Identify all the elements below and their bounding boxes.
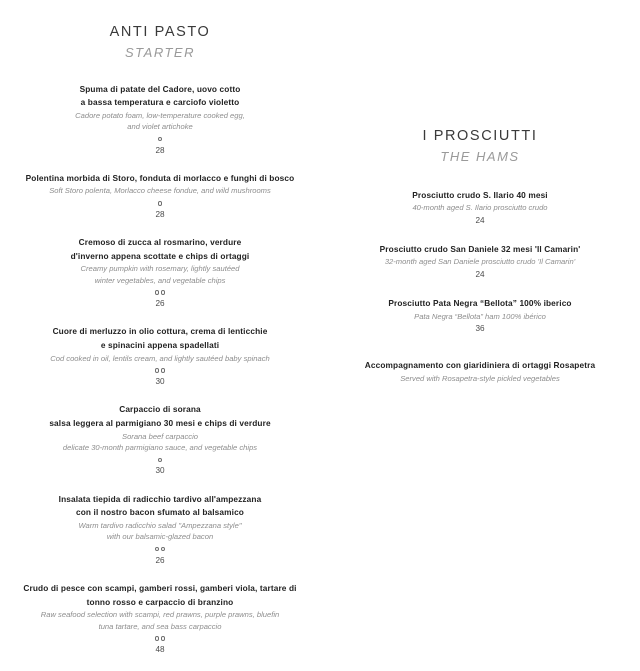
dish-price: 30 — [155, 377, 165, 387]
menu-item — [14, 493, 306, 567]
section-subtitle: STARTER — [125, 45, 195, 61]
dish-name-line: d'inverno appena scottate e chips di ortaggi — [70, 250, 250, 261]
allergen-icon-group — [14, 199, 306, 208]
allergen-icon-group — [14, 634, 306, 643]
menu-column-prosciutti — [320, 22, 640, 400]
menu-item — [14, 236, 306, 310]
dish-price: 30 — [155, 466, 165, 476]
allergen-icon-group — [14, 545, 306, 554]
dish-description-line: Sorana beef carpaccio — [122, 431, 198, 441]
dish-description-line: Creamy pumpkin with rosemary, lightly sautéed — [80, 264, 240, 274]
section-header-prosciutti — [334, 126, 626, 167]
dish-name-line: Prosciutto Pata Negra “Bellota” 100% iberico — [388, 298, 572, 309]
dish-name-line: Polentina morbida di Storo, fonduta di morlacco e funghi di bosco — [25, 172, 295, 183]
dish-price: 28 — [155, 209, 165, 219]
menu-item — [14, 172, 306, 221]
dish-name-line: salsa leggera al parmigiano 30 mesi e chips di verdure — [49, 417, 271, 428]
allergen-icon — [155, 636, 160, 641]
dish-description-line: tuna tartare, and sea bass carpaccio — [98, 621, 222, 631]
dish-name-line: con il nostro bacon sfumato al balsamico — [75, 507, 244, 518]
menu-item — [334, 297, 626, 335]
dish-description-line: Cod cooked in oil, lentils cream, and lightly sautéed baby spinach — [50, 353, 270, 363]
dish-list-prosciutti — [334, 189, 626, 385]
allergen-icon — [161, 290, 166, 295]
allergen-icon — [155, 547, 160, 552]
allergen-icon — [158, 137, 163, 142]
dish-name-line: Insalata tiepida di radicchio tardivo all'ampezzana — [58, 493, 262, 504]
menu-item — [14, 325, 306, 388]
dish-name-line: Spuma di patate del Cadore, uovo cotto — [79, 83, 241, 94]
dish-price: 28 — [155, 145, 165, 155]
section-title: ANTI PASTO — [109, 24, 211, 40]
allergen-icon-group — [14, 135, 306, 144]
dish-name-line: Prosciutto crudo San Daniele 32 mesi 'Il Camarin' — [379, 243, 581, 254]
menu-item — [334, 189, 626, 227]
dish-price: 48 — [155, 644, 165, 654]
allergen-icon — [155, 368, 160, 373]
dish-description-line: Served with Rosapetra-style pickled vegetables — [400, 374, 560, 384]
dish-description-line: winter vegetables, and vegetable chips — [94, 275, 226, 285]
dish-name-line: tonno rosso e carpaccio di branzino — [86, 596, 234, 607]
allergen-icon-group — [14, 455, 306, 464]
section-title: I PROSCIUTTI — [422, 128, 538, 144]
allergen-icon — [161, 368, 166, 373]
allergen-icon-group — [14, 288, 306, 297]
dish-name-line: Prosciutto crudo S. Ilario 40 mesi — [412, 189, 548, 200]
dish-name-line: Cremoso di zucca al rosmarino, verdure — [78, 237, 242, 248]
dish-description-line: and violet artichoke — [127, 122, 193, 132]
section-subtitle: THE HAMS — [440, 149, 520, 165]
dish-price: 24 — [475, 215, 485, 225]
dish-description-line: Cadore potato foam, low-temperature cooked egg, — [75, 110, 245, 120]
column-top-spacer — [334, 22, 626, 126]
dish-name-line: Crudo di pesce con scampi, gamberi rossi, gamberi viola, tartare di — [23, 582, 297, 593]
allergen-icon — [158, 458, 163, 463]
allergen-icon — [155, 290, 160, 295]
dish-name-line: Cuore di merluzzo in olio cottura, crema di lenticchie — [52, 326, 268, 337]
dish-price: 26 — [155, 555, 165, 565]
dish-price: 24 — [475, 269, 485, 279]
menu-item-accompaniment — [334, 359, 626, 384]
dish-description-line: Raw seafood selection with scampi, red prawns, purple prawns, bluefin — [40, 610, 280, 620]
dish-name-line: e spinacini appena spadellati — [100, 340, 220, 351]
allergen-icon — [161, 636, 166, 641]
dish-name-line: a bassa temperatura e carciofo violetto — [80, 97, 240, 108]
allergen-icon — [158, 201, 163, 206]
menu-item — [14, 582, 306, 656]
menu-item — [14, 83, 306, 157]
dish-description-line: Warm tardivo radicchio salad "Ampezzana style" — [78, 520, 242, 530]
dish-name-line: Accompagnamento con giaridiniera di ortaggi Rosapetra — [364, 360, 596, 371]
dish-name-line: Carpaccio di sorana — [119, 404, 201, 415]
dish-description-line: 40-month aged S. Ilario prosciutto crudo — [412, 203, 548, 213]
dish-price: 26 — [155, 299, 165, 309]
section-header-antipasto — [14, 22, 306, 63]
dish-description-line: 32-month aged San Daniele prosciutto crudo 'Il Camarin' — [384, 257, 576, 267]
allergen-icon-group — [14, 366, 306, 375]
dish-price: 36 — [475, 324, 485, 334]
menu-item — [14, 403, 306, 477]
dish-description-line: delicate 30-month parmigiano sauce, and vegetable chips — [62, 442, 258, 452]
menu-item — [334, 243, 626, 281]
dish-list-antipasto — [14, 83, 306, 657]
dish-description-line: Soft Storo polenta, Morlacco cheese fondue, and wild mushrooms — [49, 186, 271, 196]
allergen-icon — [161, 547, 166, 552]
dish-description-line: Pata Negra “Bellota” ham 100% ibérico — [414, 311, 546, 321]
dish-description-line: with our balsamic-glazed bacon — [106, 532, 214, 542]
menu-column-antipasto — [0, 22, 320, 671]
